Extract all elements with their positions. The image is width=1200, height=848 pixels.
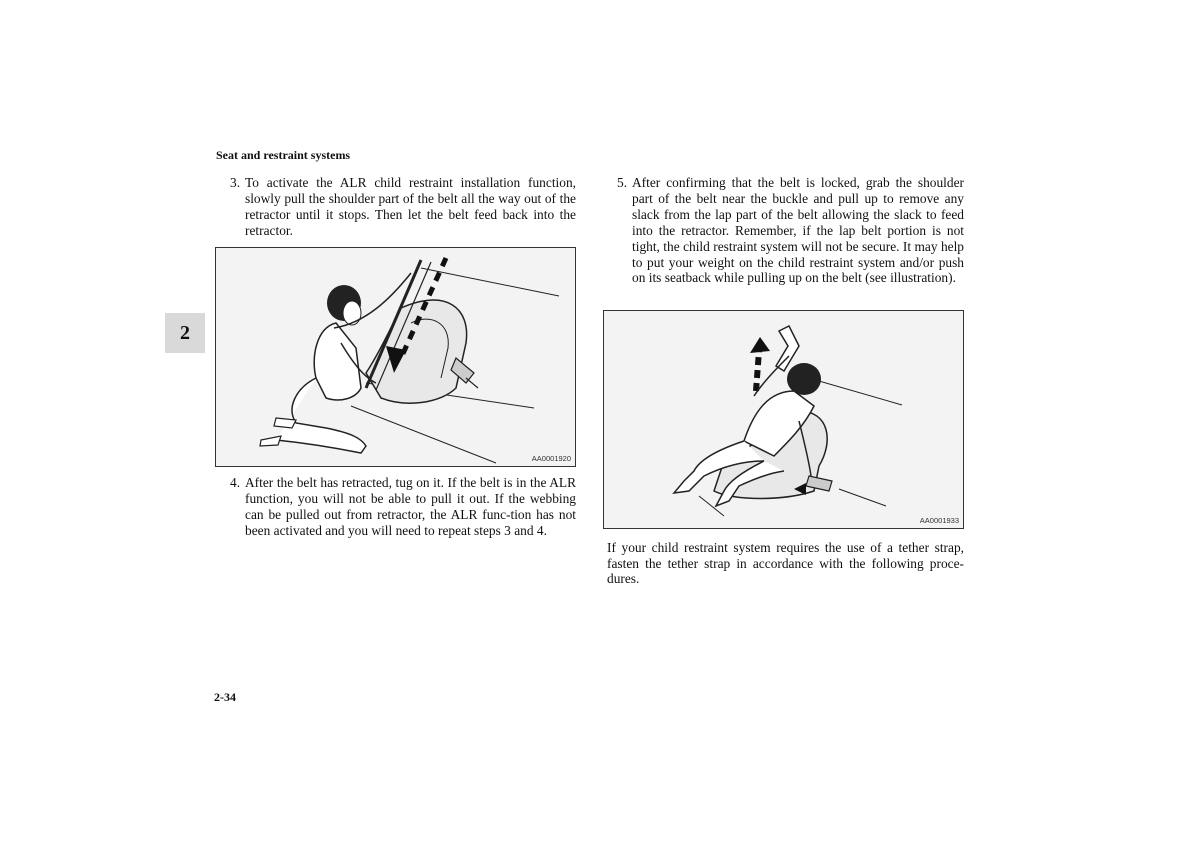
illustration-lap-belt-tighten: [603, 310, 964, 529]
tether-strap-note: If your child restraint system requires the use of a tether strap, fasten the tether strap in accordance with the following proce-dures.: [607, 540, 964, 586]
step-number: 4.: [230, 475, 241, 490]
alr-illustration-svg: [216, 248, 575, 466]
section-title: Seat and restraint systems: [216, 148, 351, 162]
step-number: 3.: [230, 175, 241, 190]
step-3: [230, 175, 576, 239]
tighten-illustration-svg: [604, 311, 963, 528]
figure-code: AA0001933: [919, 516, 959, 525]
page-number: 2-34: [214, 690, 236, 704]
chapter-tab: 2: [165, 313, 205, 353]
figure-code: AA0001920: [531, 454, 571, 463]
step-text: After confirming that the belt is locked, grab the shoulder part of the belt near the buckle and pull up to remove any slack from the lap part of the belt allowing the slack to feed into the retractor. Remember, if the lap belt portion is not tight, the child restraint system will not be secure. It may help to put your weight on the child restraint system and/or push on its seatback while pulling up on the belt (see illustration).: [632, 175, 964, 286]
step-text: After the belt has retracted, tug on it. If the belt is in the ALR function, you will not be able to pull it out. If the webbing can be pulled out from retractor, the ALR func-tion has not been activated and you will need to repeat steps 3 and 4.: [245, 475, 576, 538]
step-text: To activate the ALR child restraint installation function, slowly pull the shoulder part of the belt all the way out of the retractor until it stops. Then let the belt feed back into the retractor.: [245, 175, 576, 238]
step-number: 5.: [617, 175, 628, 190]
illustration-alr-belt-pull: [215, 247, 576, 467]
step-5: [617, 175, 964, 286]
step-4: [230, 475, 576, 539]
